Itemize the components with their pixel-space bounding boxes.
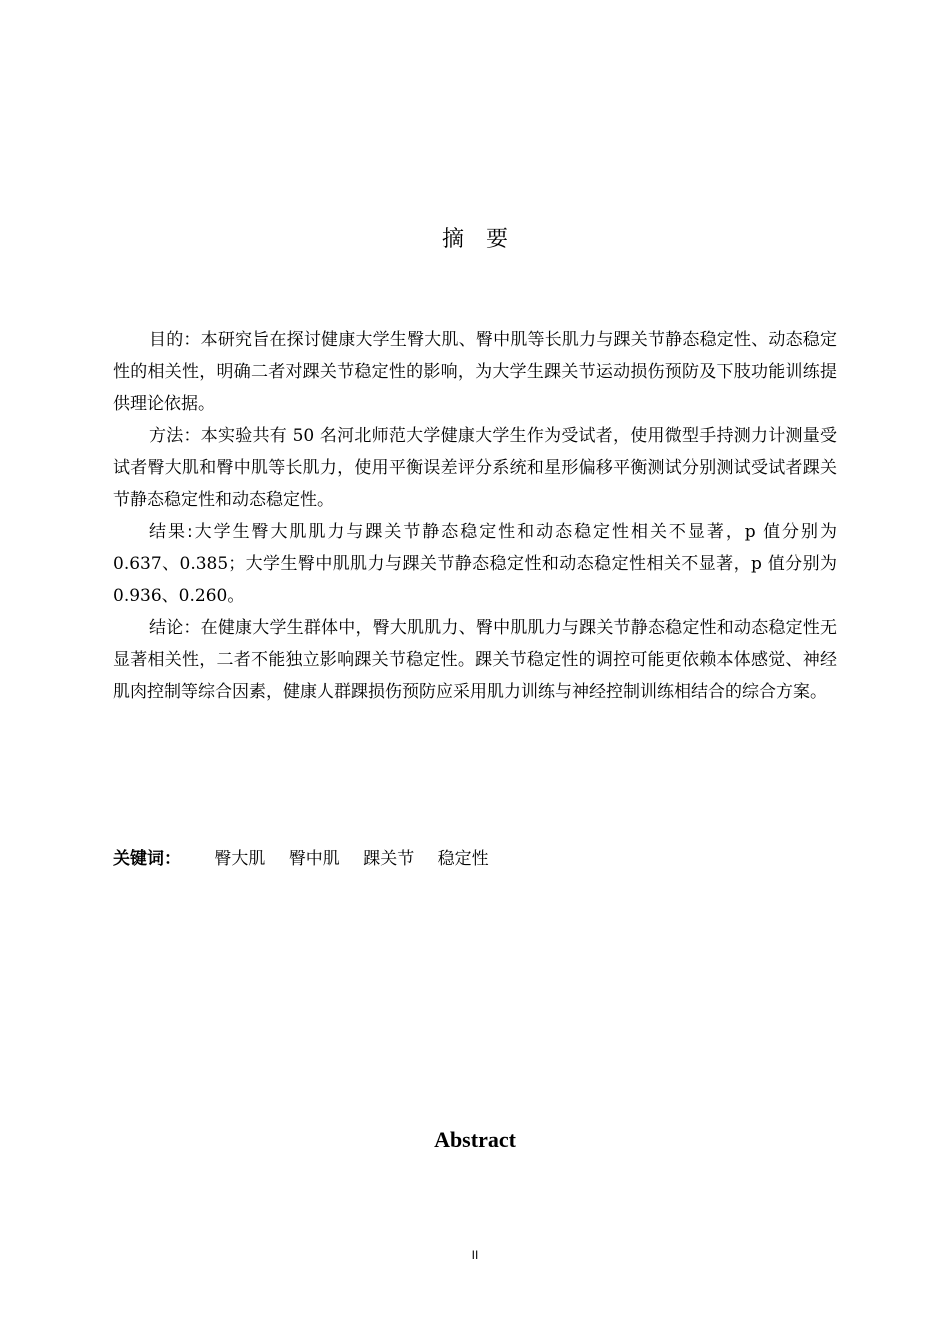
paragraph-text: 在健康大学生群体中，臀大肌肌力、臀中肌肌力与踝关节静态稳定性和动态稳定性无显著相关性，二者不能独立影响踝关节稳定性。踝关节稳定性的调控可能更依赖本体感觉、神经肌肉控制等综合因素，健康人群踝损伤预防应采用肌力训练与神经控制训练相结合的综合方案。: [113, 618, 838, 702]
keyword-item: 稳定性: [437, 849, 489, 869]
abstract-paragraph-results: [113, 516, 837, 612]
abstract-paragraph-conclusion: [113, 612, 837, 708]
paragraph-lead: 结果:: [149, 522, 193, 542]
page-number: II: [471, 1248, 479, 1262]
paragraph-lead: 结论：: [149, 618, 201, 638]
abstract-title: 摘要: [441, 227, 530, 252]
keyword-item: 踝关节: [363, 849, 415, 869]
keyword-item: 臀中肌: [288, 849, 340, 869]
english-abstract-title: Abstract: [434, 1127, 516, 1152]
abstract-paragraph-method: [113, 420, 837, 516]
keyword-item: 臀大肌: [214, 849, 266, 869]
paragraph-text: 本实验共有 50 名河北师范大学健康大学生作为受试者，使用微型手持测力计测量受试者臀大肌和臀中肌等长肌力，使用平衡误差评分系统和星形偏移平衡测试分别测试受试者踝关节静态稳定性和动态稳定性。: [113, 426, 837, 510]
paragraph-lead: 目的：: [149, 330, 201, 350]
paragraph-text: 大学生臀大肌肌力与踝关节静态稳定性和动态稳定性相关不显著，p 值分别为 0.637、0.385；大学生臀中肌肌力与踝关节静态稳定性和动态稳定性相关不显著，p 值分别为 0.936、0.260。: [113, 522, 837, 606]
keywords-line: [113, 843, 837, 875]
keywords-label: 关键词：: [113, 849, 181, 869]
paragraph-text: 本研究旨在探讨健康大学生臀大肌、臀中肌等长肌力与踝关节静态稳定性、动态稳定性的相关性，明确二者对踝关节稳定性的影响，为大学生踝关节运动损伤预防及下肢功能训练提供理论依据。: [113, 330, 838, 414]
abstract-body: [113, 324, 837, 708]
paragraph-lead: 方法：: [149, 426, 201, 446]
abstract-paragraph-purpose: [113, 324, 837, 420]
